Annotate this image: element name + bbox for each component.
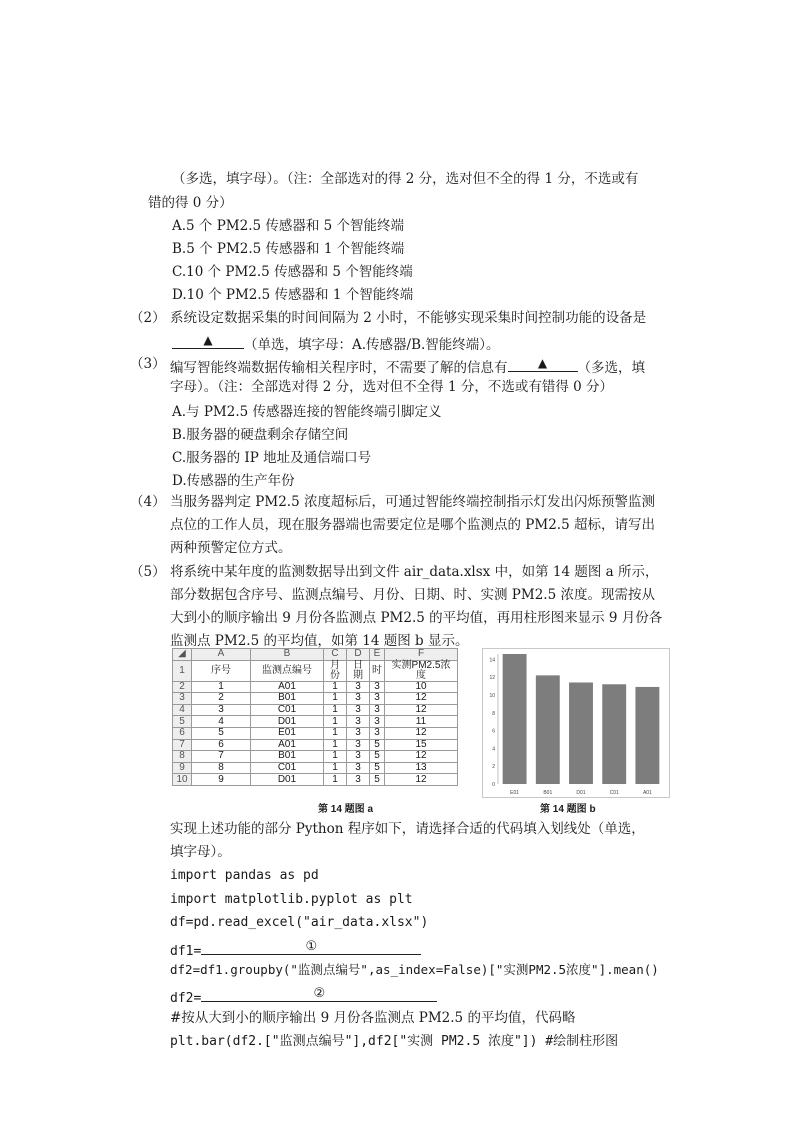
row-number: 5 xyxy=(173,716,192,728)
row-number: 3 xyxy=(173,693,192,705)
q2-line2: ▲ （单选，填字母：A.传感器/B.智能终端）。 xyxy=(172,334,500,353)
table-cell: 3 xyxy=(347,704,370,716)
table-row xyxy=(173,681,458,693)
q1-instruction-line2: 错的得 0 分） xyxy=(148,195,233,211)
y-tick-label: 12 xyxy=(489,675,495,682)
table-cell: 12 xyxy=(385,704,458,716)
header-cell: 实测PM2.5浓度 xyxy=(385,660,458,681)
table-cell: 3 xyxy=(347,739,370,751)
column-letter-row xyxy=(173,649,458,661)
table-cell: 1 xyxy=(324,739,347,751)
table-cell: A01 xyxy=(251,681,324,693)
table-cell: 5 xyxy=(192,727,251,739)
table-cell: 3 xyxy=(370,693,385,705)
table-cell: 1 xyxy=(324,751,347,763)
table-cell: 3 xyxy=(370,727,385,739)
q2-line1: 系统设定数据采集的时间间隔为 2 小时，不能够实现采集时间控制功能的设备是 xyxy=(170,310,647,326)
table-cell: 2 xyxy=(192,693,251,705)
row-number: 4 xyxy=(173,704,192,716)
table-cell: 3 xyxy=(347,727,370,739)
table-row xyxy=(173,727,458,739)
q5-line2: 部分数据包含序号、监测点编号、月份、日期、时、实测 PM2.5 浓度。现需按从 xyxy=(170,587,655,603)
table-cell: 1 xyxy=(324,774,347,786)
y-tick-label: 8 xyxy=(492,710,495,717)
row-number: 6 xyxy=(173,727,192,739)
code-plt-bar: plt.bar(df2.["监测点编号"],df2["实测 PM2.5 浓度"]) #绘制柱形图 xyxy=(170,1034,619,1049)
code-df2-line: df2= ② xyxy=(170,987,437,1006)
y-tick-label: 4 xyxy=(492,746,495,753)
table-cell: 5 xyxy=(370,762,385,774)
spreadsheet-figure-a xyxy=(172,648,458,786)
y-tick-label: 14 xyxy=(489,657,495,664)
header-cell: 序号 xyxy=(192,660,251,681)
table-cell: 5 xyxy=(370,739,385,751)
table-cell: 1 xyxy=(324,762,347,774)
q1-option-d: D.10 个 PM2.5 传感器和 1 个智能终端 xyxy=(172,287,414,303)
row-number: 10 xyxy=(173,774,192,786)
q5-line1: 将系统中某年度的监测数据导出到文件 air_data.xlsx 中，如第 14 题图 a 所示， xyxy=(170,564,659,580)
code-df1-line: df1= ① xyxy=(170,940,421,959)
table-cell: C01 xyxy=(251,704,324,716)
row-number: 8 xyxy=(173,751,192,763)
table-row xyxy=(173,739,458,751)
table-cell: 1 xyxy=(324,681,347,693)
col-letter: E xyxy=(370,649,385,661)
table-cell: 5 xyxy=(370,774,385,786)
table-cell: 12 xyxy=(385,774,458,786)
bar-D01 xyxy=(569,682,593,784)
q5-number: （5） xyxy=(130,564,166,580)
col-letter: D xyxy=(347,649,370,661)
bar-A01 xyxy=(635,687,659,784)
x-tick-label: D01 xyxy=(576,790,586,796)
code-groupby: df2=df1.groupby("监测点编号",as_index=False)["实测PM2.5浓度"].mean() xyxy=(170,962,659,977)
table-cell: 3 xyxy=(347,751,370,763)
q4-line2: 点位的工作人员，现在服务器端也需要定位是哪个监测点的 PM2.5 超标，请写出 xyxy=(170,517,655,533)
table-cell: B01 xyxy=(251,751,324,763)
table-row xyxy=(173,751,458,763)
code-import-pandas: import pandas as pd xyxy=(170,868,319,883)
x-tick-label: A01 xyxy=(642,790,652,796)
table-cell: 3 xyxy=(347,681,370,693)
table-cell: 3 xyxy=(347,774,370,786)
row-number: 7 xyxy=(173,739,192,751)
table-cell: 3 xyxy=(347,693,370,705)
x-tick-label: C01 xyxy=(609,790,619,796)
table-cell: 8 xyxy=(192,762,251,774)
bar-chart-figure-b xyxy=(482,648,670,798)
q3-line2: 字母）。（注：全部选对得 2 分，选对但不全得 1 分，不选或有错得 0 分） xyxy=(170,379,614,395)
table-cell: 3 xyxy=(192,704,251,716)
code-blank-1[interactable]: ① xyxy=(201,940,421,955)
table-cell: 5 xyxy=(370,751,385,763)
table-cell: 1 xyxy=(324,704,347,716)
figure-b-caption: 第 14 题图 b xyxy=(540,804,596,815)
table-row xyxy=(173,716,458,728)
q3-answer-blank[interactable]: ▲ xyxy=(508,357,578,372)
q3-number: （3） xyxy=(130,356,166,372)
q3-option-b: B.服务器的硬盘剩余存储空间 xyxy=(172,427,349,443)
bar-E01 xyxy=(503,654,527,784)
row-number: 1 xyxy=(173,660,192,681)
table-row xyxy=(173,774,458,786)
q4-number: （4） xyxy=(130,494,166,510)
table-cell: 1 xyxy=(324,693,347,705)
header-cell: 监测点编号 xyxy=(251,660,324,681)
table-cell: 3 xyxy=(347,762,370,774)
table-cell: C01 xyxy=(251,762,324,774)
code-read-excel: df=pd.read_excel("air_data.xlsx") xyxy=(170,915,429,930)
table-cell: D01 xyxy=(251,774,324,786)
table-cell: B01 xyxy=(251,693,324,705)
x-tick-label: E01 xyxy=(510,790,520,796)
q1-option-a: A.5 个 PM2.5 传感器和 5 个智能终端 xyxy=(172,218,405,234)
table-cell: 9 xyxy=(192,774,251,786)
q4-line1: 当服务器判定 PM2.5 浓度超标后，可通过智能终端控制指示灯发出闪烁预警监测 xyxy=(170,494,655,510)
table-cell: 1 xyxy=(324,727,347,739)
table-body xyxy=(173,681,458,785)
q2-number: （2） xyxy=(130,310,166,326)
table-cell: A01 xyxy=(251,739,324,751)
table-cell: 12 xyxy=(385,693,458,705)
q5-line4: 监测点 PM2.5 的平均值，如第 14 题图 b 显示。 xyxy=(170,633,469,649)
table-row xyxy=(173,704,458,716)
x-tick-label: B01 xyxy=(543,790,553,796)
y-tick-label: 6 xyxy=(492,728,495,735)
col-letter: A xyxy=(192,649,251,661)
sheet-corner: ◢ xyxy=(173,649,192,661)
bar-C01 xyxy=(602,684,626,784)
table-cell: 4 xyxy=(192,716,251,728)
table-cell: 12 xyxy=(385,727,458,739)
code-import-matplotlib: import matplotlib.pyplot as plt xyxy=(170,892,413,907)
y-tick-label: 10 xyxy=(489,692,495,699)
q3-option-d: D.传感器的生产年份 xyxy=(172,473,295,489)
table-cell: 3 xyxy=(370,704,385,716)
header-cell: 时 xyxy=(370,660,385,681)
col-letter: C xyxy=(324,649,347,661)
table-cell: 3 xyxy=(370,681,385,693)
q2-answer-blank[interactable]: ▲ xyxy=(172,334,244,349)
y-tick-label: 2 xyxy=(492,764,495,771)
q1-instruction-line1: （多选，填字母）。（注：全部选对的得 2 分，选对但不全的得 1 分，不选或有 xyxy=(172,171,639,187)
col-letter: B xyxy=(251,649,324,661)
y-tick-label: 0 xyxy=(492,782,495,788)
header-cell: 月份 xyxy=(324,660,347,681)
table-cell: E01 xyxy=(251,727,324,739)
table-cell: 3 xyxy=(370,716,385,728)
table-row xyxy=(173,693,458,705)
header-cell: 日期 xyxy=(347,660,370,681)
table-cell: 1 xyxy=(324,716,347,728)
row-number: 2 xyxy=(173,681,192,693)
table-cell: D01 xyxy=(251,716,324,728)
table-cell: 15 xyxy=(385,739,458,751)
row-number: 9 xyxy=(173,762,192,774)
q1-option-c: C.10 个 PM2.5 传感器和 5 个智能终端 xyxy=(172,264,413,280)
table-cell: 3 xyxy=(347,716,370,728)
figure-a-caption: 第 14 题图 a xyxy=(318,804,374,815)
code-intro-line2: 填字母）。 xyxy=(170,844,231,860)
col-letter: F xyxy=(385,649,458,661)
table-cell: 1 xyxy=(192,681,251,693)
bar-B01 xyxy=(536,675,560,784)
q3-option-c: C.服务器的 IP 地址及通信端口号 xyxy=(172,450,372,466)
table-cell: 6 xyxy=(192,739,251,751)
q3-line1: 编写智能终端数据传输相关程序时，不需要了解的信息有 ▲ （多选，填 xyxy=(170,355,645,376)
table-cell: 7 xyxy=(192,751,251,763)
code-intro-line1: 实现上述功能的部分 Python 程序如下，请选择合适的代码填入划线处（单选， xyxy=(170,821,645,837)
table-row xyxy=(173,762,458,774)
code-blank-2[interactable]: ② xyxy=(201,987,437,1002)
code-comment: #按从大到小的顺序输出 9 月份各监测点 PM2.5 的平均值，代码略 xyxy=(170,1010,576,1026)
q3-option-a: A.与 PM2.5 传感器连接的智能终端引脚定义 xyxy=(172,404,442,420)
table-cell: 13 xyxy=(385,762,458,774)
q4-line3: 两种预警定位方式。 xyxy=(170,540,292,556)
table-header-row xyxy=(173,660,458,681)
table-cell: 12 xyxy=(385,751,458,763)
table-cell: 11 xyxy=(385,716,458,728)
q1-option-b: B.5 个 PM2.5 传感器和 1 个智能终端 xyxy=(172,241,405,257)
table-cell: 10 xyxy=(385,681,458,693)
q5-line3: 大到小的顺序输出 9 月份各监测点 PM2.5 的平均值，再用柱形图来显示 9 月份各 xyxy=(170,610,663,626)
